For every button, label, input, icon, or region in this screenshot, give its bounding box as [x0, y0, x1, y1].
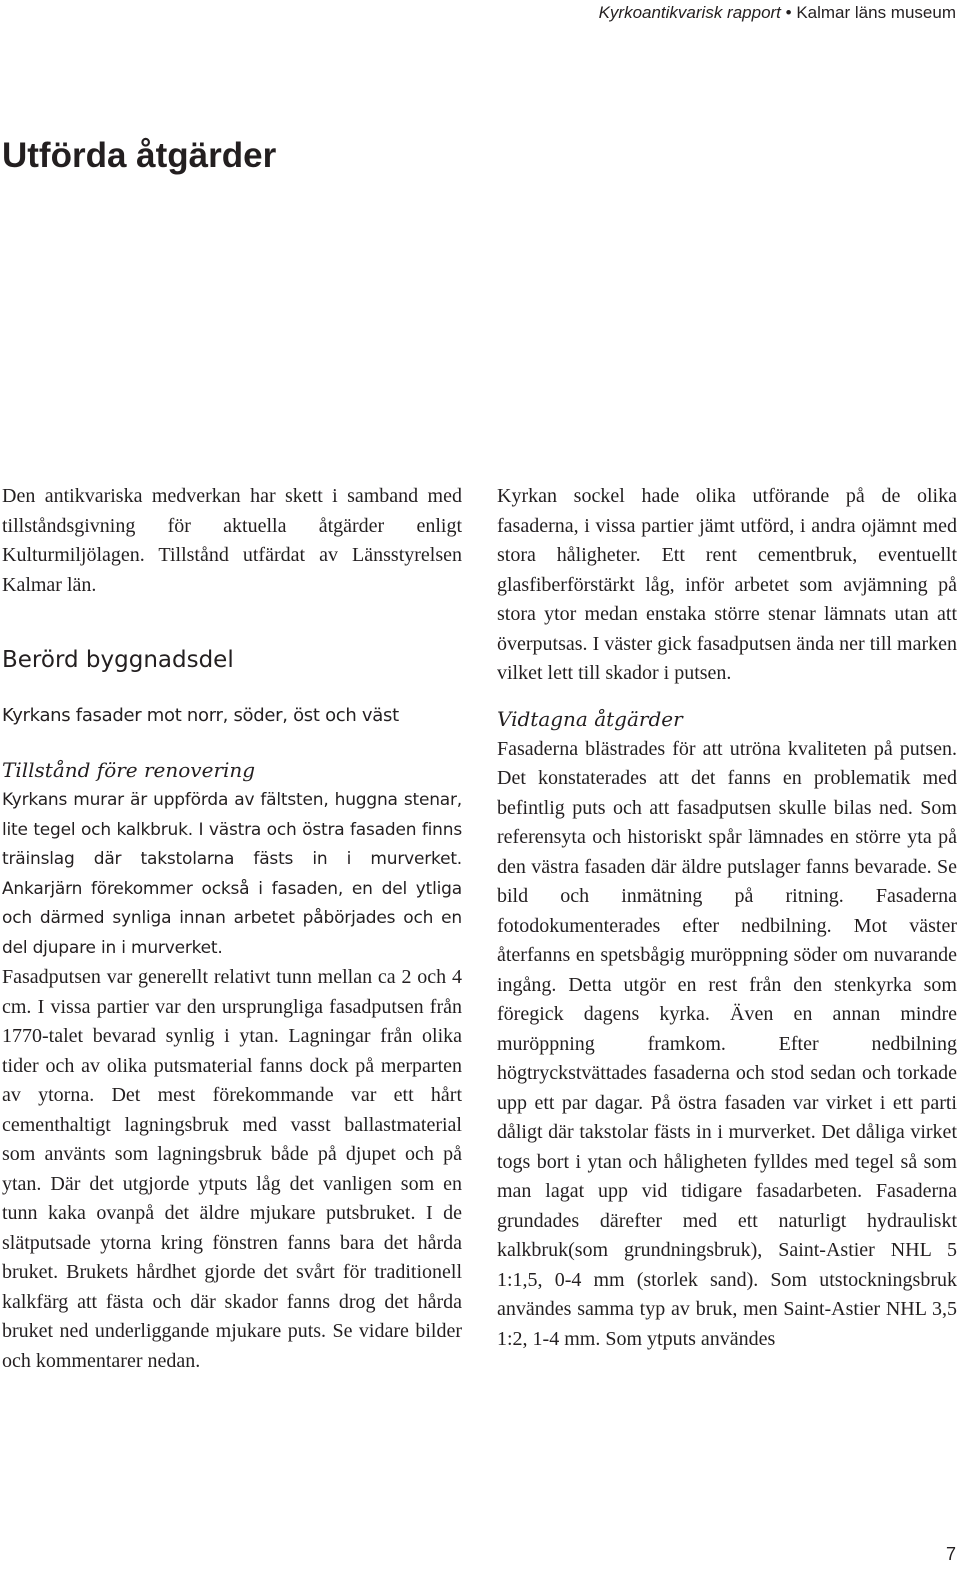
publication-name: Kyrkoantikvarisk rapport: [598, 3, 781, 22]
page-number: 7: [945, 1544, 956, 1564]
museum-name: Kalmar läns museum: [796, 3, 956, 22]
header-separator: •: [785, 3, 792, 22]
building-part-heading: Kyrkans fasader mot norr, söder, öst och väst: [2, 705, 399, 726]
measures-paragraph: Fasaderna blästrades för att utröna kvaliteten på putsen. Det konstaterades att det fanns en problematik med befintlig puts och att fasadputsen skulle bilas ned. Som referensyta och historiskt spår lämnades en större yta på den västra fasaden där äldre putslager fanns bevarade. Se bild och inmätning på ritning. Fasaderna fotodokumenterades efter nedbilning. Mot väster återfanns en spetsbågig muröppning söder om nuvarande ingång. Detta utgör en rest från den stenkyrka som föregick dagens kyrka. Även en annan mindre muröppning framkom. Efter nedbilning högtryckstvättades fasaderna och stod sedan och torkade upp ett par dagar. På östra fasaden var virket i ett parti dåligt där takstolar fästs in i murverket. Det dåliga virket togs bort i ytan och håligheten fylldes med tegel så som man lagat upp vid tidigare fasadarbeten. Fasaderna grundades därefter med ett naturligt hydrauliskt kalkbruk(som grundningsbruk), Saint-Astier NHL 5 1:1,5, 0-4 mm (storlek sand). Som utstockningsbruk användes samma typ av bruk, men Saint-Astier NHL 3,5 1:2, 1-4 mm. Som ytputs användes: [497, 737, 957, 1350]
condition-body-paragraph: Fasadputsen var generellt relativt tunn mellan ca 2 och 4 cm. I vissa partier var den ursprungliga fasadputsen från 1770-talet bevarad synlig i ytan. Lagningar från olika tider och av olika putsmaterial fanns dock på merparten av ytorna. Det mest förekommande var ett hårt cementhaltigt lagningsbruk med vasst ballastmaterial som använts som lagningsbruk både på djupet och på ytan. Där det utgjorde ytputs låg det vanligen som en tunn kaka ovanpå det äldre mjukare putsbruket. I de slätputsade ytorna kring fönstren fanns bara det hårda bruket. Brukets hårdhet gjorde det svårt för traditionell kalkfärg att fästa och där skador fanns drog det hårda bruket ned underliggande mjukare puts. Se vidare bilder och kommentarer nedan.: [2, 966, 462, 1372]
section-heading: Berörd byggnadsdel: [2, 647, 234, 673]
plinth-paragraph: Kyrkan sockel hade olika utförande på de olika fasaderna, i vissa partier jämt utförd, i andra ojämnt med stora håligheter. Ett rent cementbruk, eventuellt glasfiberförstärkt låg, inför arbetet som avjämning på stora ytor medan enstaka större stenar lämnats utan att överputsas. I väster gick fasadputsen ända ner till marken vilket lett till skador i putsen.: [497, 485, 957, 684]
measures-heading: Vidtagna åtgärder: [497, 706, 683, 731]
condition-lead-paragraph: Kyrkans murar är uppförda av fältsten, huggna stenar, lite tegel och kalkbruk. I västra och östra fasaden finns träinslag där takstolarna fästs in i murverket. Ankarjärn förekommer också i fasaden, en del ytliga och därmed synliga innan arbetet påbörjades och en del djupare in i murverket.: [2, 790, 462, 958]
right-column: [497, 482, 957, 1354]
page-title: Utförda åtgärder: [2, 136, 277, 175]
intro-paragraph: Den antikvariska medverkan har skett i samband med tillståndsgivning för aktuella åtgärder enligt Kulturmiljölagen. Tillstånd utfärdat av Länsstyrelsen Kalmar län.: [2, 485, 462, 596]
running-header: [599, 0, 956, 26]
left-column: [2, 482, 462, 1376]
condition-heading: Tillstånd före renovering: [2, 758, 256, 782]
